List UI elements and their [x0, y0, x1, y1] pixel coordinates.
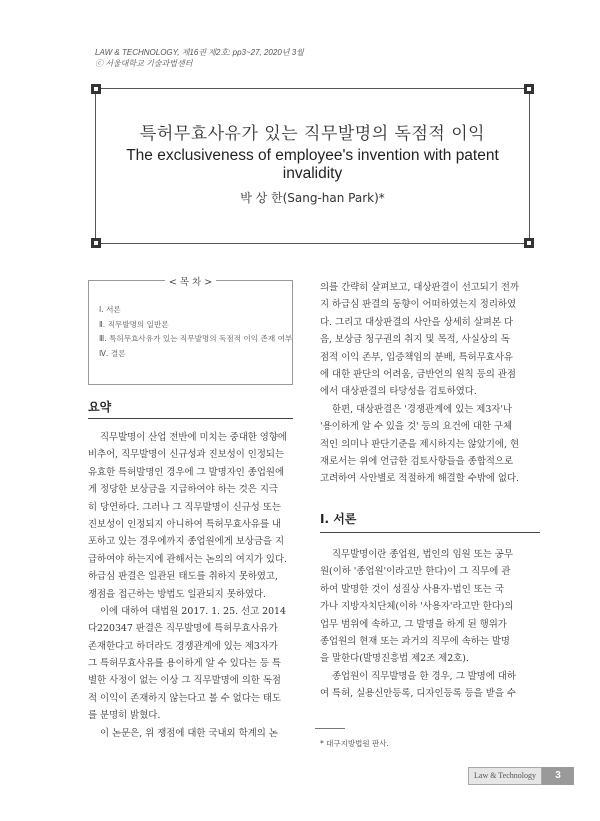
page-number: 3: [542, 767, 574, 785]
section-rule: [320, 532, 540, 533]
abstract-body: [88, 429, 298, 742]
table-of-contents: [88, 277, 293, 385]
toc-list: [99, 303, 292, 361]
title-english: The exclusiveness of employee's invention with patent invalidity: [126, 147, 499, 182]
toc-item[interactable]: Ⅲ. 특허무효사유가 있는 직무발명의 독점적 이익 존재 여부: [99, 334, 293, 343]
text-line: 게 정당한 보상금을 지급하여야 하는 것은 지극: [88, 484, 278, 496]
section-heading-intro: Ⅰ. 서론: [320, 512, 357, 526]
toc-heading: < 목 차 >: [89, 274, 292, 288]
text-line: 그 특허무효사유를 용이하게 알 수 있다는 등 특: [88, 658, 281, 670]
text-line: 의를 간략히 살펴보고, 대상판결이 선고되기 전까: [320, 282, 520, 293]
title-korean: 특허무효사유가 있는 직무발명의 독점적 이익: [139, 124, 486, 144]
publisher-line: ⓒ 서울대학교 기술과법센터: [95, 59, 193, 68]
text-line: 여 특허, 실용신안등록, 디자인등록 등을 받을 수: [320, 688, 516, 700]
text-line: 진보성이 인정되지 아니하여 특허무효사유를 내: [88, 518, 282, 530]
text-line: 재로서는 위에 언급한 검토사항들을 종합적으로: [320, 455, 514, 467]
text-line: 한편, 대상판결은 '경쟁관계에 있는 제3자'나: [332, 403, 512, 415]
text-line: 가나 지방자치단체(이하 '사용자'라고만 한다)의: [320, 601, 514, 613]
right-paragraph-1: [320, 279, 550, 488]
text-line: 이 논문은, 위 쟁점에 대한 국내외 학계의 논: [100, 727, 278, 739]
text-line: 포하고 있는 경우에까지 종업원에게 보상금을 지: [88, 536, 285, 548]
text-line: 하급심 판결은 일관된 태도를 취하지 못하였고,: [88, 571, 278, 583]
text-line: 직무발명이 산업 전반에 미치는 중대한 영향에: [100, 432, 287, 443]
corner-ornament: [524, 238, 534, 248]
text-line: 에서 대상판결의 타당성을 검토하였다.: [320, 386, 477, 398]
text-line: 원(이하 '종업원'이라고만 한다)이 그 직무에 관: [320, 566, 511, 578]
text-line: 급하여야 하는지에 관해서는 논의의 여지가 있다.: [88, 553, 288, 565]
text-line: 점적 이익 존부, 입증책임의 분배, 특허무효사유: [320, 351, 513, 363]
text-line: 종업원의 현재 또는 과거의 직무에 속하는 발명: [320, 635, 510, 647]
corner-ornament: [91, 238, 101, 248]
text-line: 이에 대하여 대법원 2017. 1. 25. 선고 2014: [100, 605, 286, 617]
title-box: [95, 88, 530, 244]
text-line: 하여 발명한 것이 성질상 사용자·법인 또는 국: [320, 583, 504, 595]
text-line: 다220347 판결은 직무발명에 특허무효사유가: [88, 623, 278, 635]
text-line: 를 분명히 밝혔다.: [88, 710, 161, 722]
text-line: 다. 그리고 대상판결의 사안을 상세히 살펴본 다: [320, 316, 513, 328]
text-line: 적인 의미나 판단기준을 제시하지는 않았기에, 현: [320, 438, 520, 450]
text-line: 음, 보상금 청구권의 취지 및 목적, 사실상의 독: [320, 334, 510, 346]
footnote-rule: [315, 728, 345, 729]
right-paragraph-2: [320, 546, 550, 703]
text-line: 직무발명이란 종업원, 법인의 임원 또는 공무: [332, 549, 513, 560]
toc-item[interactable]: Ⅳ. 결론: [99, 348, 126, 358]
text-line: 을 말한다(발명진흥법 제2조 제2호).: [320, 653, 469, 665]
text-line: 지 하급심 판결의 동향이 어떠하였는지 정리하였: [320, 299, 517, 311]
text-line: 쟁점을 접근하는 방법도 일관되지 못하였다.: [88, 588, 266, 600]
text-line: 히 당연하다. 그러나 그 직무발명이 신규성 또는: [88, 501, 281, 513]
text-line: 유효한 특허발명인 경우에 그 발명자인 종업원에: [88, 466, 285, 478]
corner-ornament: [524, 84, 534, 94]
toc-item[interactable]: Ⅰ. 서론: [99, 305, 121, 314]
text-line: 종업원이 직무발명을 한 경우, 그 발명에 대하: [332, 670, 516, 682]
text-line: 업무 범위에 속하고, 그 발명을 하게 된 행위가: [320, 618, 507, 630]
journal-footer-label: Law & Technology: [468, 767, 542, 785]
footnote: * 대구지방법원 판사.: [320, 739, 389, 748]
text-line: '용이하게 알 수 있을 것' 등의 요건에 대한 구체: [320, 421, 513, 433]
toc-item[interactable]: Ⅱ. 직무발명의 일반론: [99, 319, 169, 329]
text-line: 별한 사정이 없는 이상 그 직무발명에 의한 독점: [88, 675, 281, 687]
text-line: 고려하여 사안별로 적절하게 해결할 수밖에 없다.: [320, 473, 520, 485]
abstract-rule: [88, 418, 293, 419]
page-footer: [468, 767, 574, 785]
text-line: 적 이익이 존재하지 않는다고 볼 수 없다는 태도: [88, 692, 281, 704]
journal-citation: LAW & TECHNOLOGY, 제16권 제2호: pp3~27, 2020년 3월: [95, 48, 304, 57]
text-line: 에 대한 판단의 어려움, 금반언의 원칙 등의 관점: [320, 368, 516, 380]
abstract-heading: 요약: [88, 400, 112, 414]
corner-ornament: [91, 84, 101, 94]
text-line: 비추어, 직무발명이 신규성과 진보성이 인정되는: [88, 449, 285, 461]
author-line: 박 상 한(Sang-han Park)*: [240, 191, 385, 205]
text-line: 존재한다고 하더라도 경쟁관계에 있는 제3자가: [88, 640, 278, 652]
